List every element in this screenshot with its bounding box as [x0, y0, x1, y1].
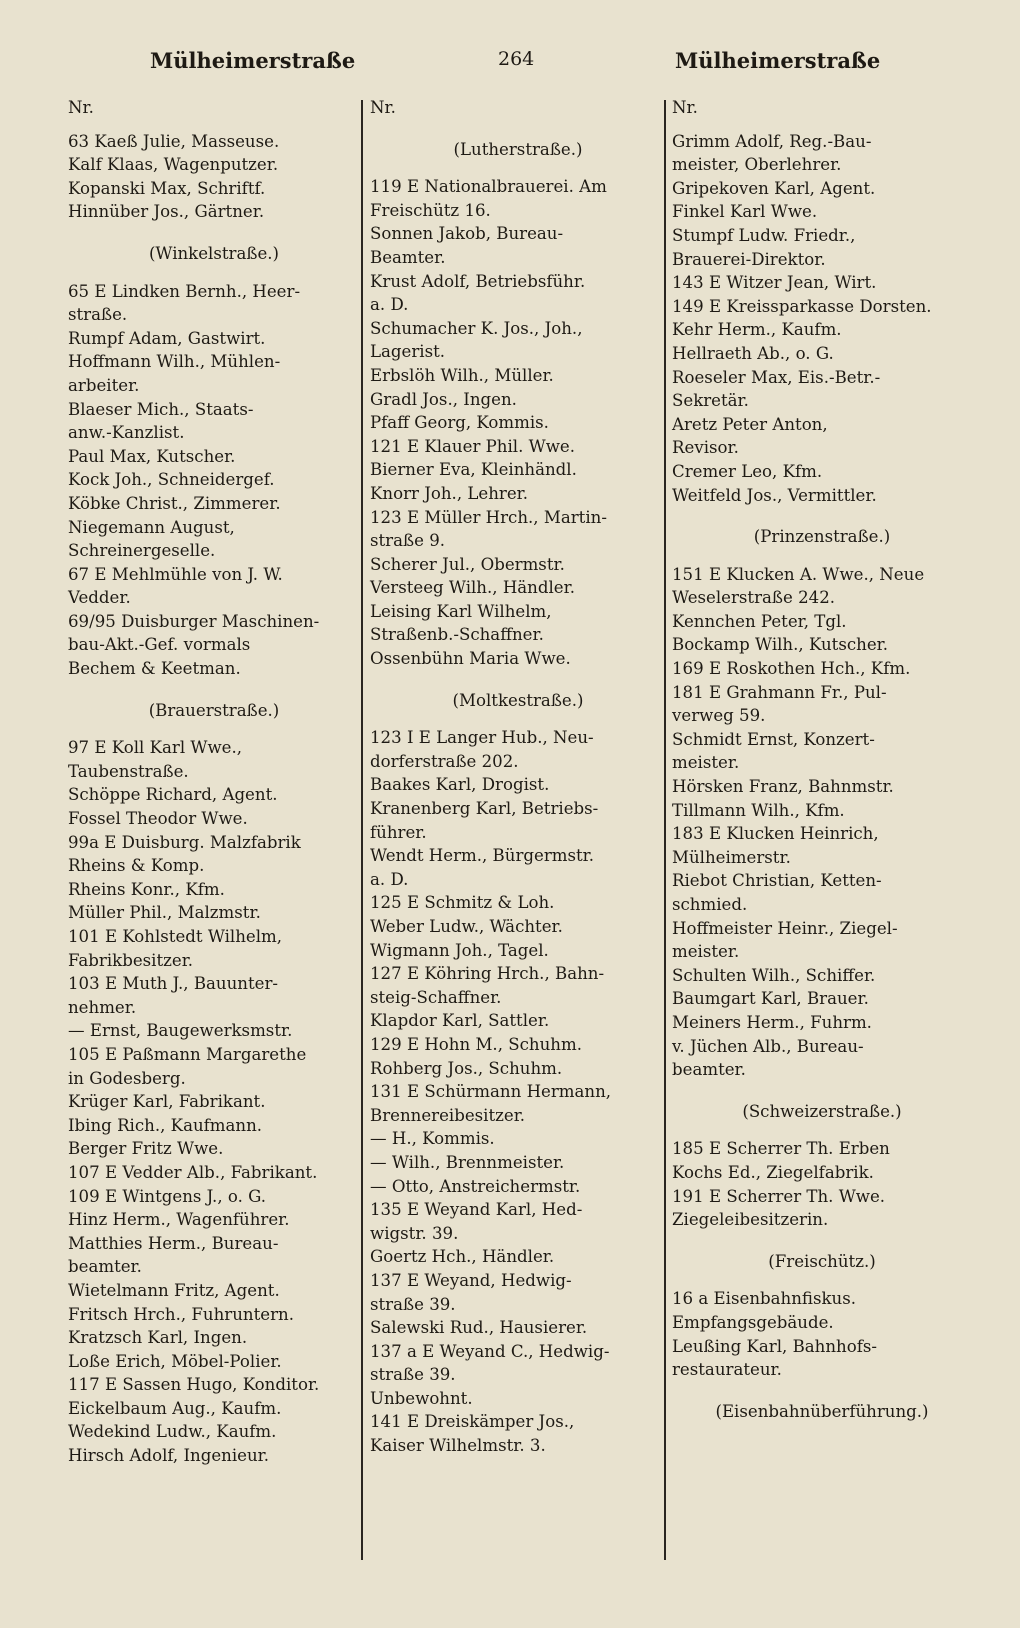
entry-line: restaurateur. [672, 1360, 782, 1380]
entry-line: Niegemann August, [68, 517, 235, 537]
entry-line: Kennchen Peter, Tgl. [672, 611, 847, 631]
entry-line: 181 E Grahmann Fr., Pul- [672, 682, 887, 702]
page-number: 264 [498, 48, 535, 70]
street-heading: (Freischütz.) [768, 1251, 876, 1271]
entry-line: Roeseler Max, Eis.-Betr.- [672, 367, 881, 387]
entry-line: Bierner Eva, Kleinhändl. [370, 460, 577, 480]
entry-line: Scherer Jul., Obermstr. [370, 554, 565, 574]
entry-line: steig-Schaffner. [370, 987, 502, 1007]
entry-line: meister. [672, 753, 740, 773]
entry-line: Baumgart Karl, Brauer. [672, 989, 869, 1009]
entry-line: Hoffmeister Heinr., Ziegel- [672, 918, 898, 938]
entry-line: Rumpf Adam, Gastwirt. [68, 328, 266, 348]
entry-line: Sonnen Jakob, Bureau- [370, 224, 564, 244]
entry-line: Weselerstraße 242. [672, 588, 836, 608]
entry-line: Vedder. [68, 588, 131, 608]
entry-line: Gradl Jos., Ingen. [370, 389, 517, 409]
entry-line: Hinz Herm., Wagenführer. [68, 1210, 290, 1230]
entry-line: Weber Ludw., Wächter. [370, 917, 563, 936]
entry-line: Schöppe Richard, Agent. [68, 785, 278, 805]
street-heading: (Moltkestraße.) [452, 690, 584, 710]
entry-line: 63 Kaeß Julie, Masseuse. [68, 131, 280, 151]
entry-line: Aretz Peter Anton, [672, 414, 828, 434]
entry-line: Gripekoven Karl, Agent. [672, 178, 876, 198]
entry-line: — Otto, Anstreichermstr. [370, 1176, 581, 1196]
entry-line: straße. [68, 305, 128, 325]
entry-line: straße 39. [370, 1294, 456, 1314]
entry-line: Rheins & Komp. [68, 856, 205, 876]
entry-line: 107 E Vedder Alb., Fabrikant. [68, 1162, 318, 1182]
entry-line: Köbke Christ., Zimmerer. [68, 493, 281, 513]
street-heading: (Winkelstraße.) [148, 243, 280, 263]
entry-line: Kock Joh., Schneidergef. [68, 470, 275, 490]
entry-line: 127 E Köhring Hrch., Bahn- [370, 964, 605, 984]
entry-line: 123 E Müller Hrch., Martin- [370, 507, 607, 527]
entry-line: beamter. [68, 1257, 142, 1277]
entry-line: Erbslöh Wilh., Müller. [370, 365, 554, 385]
entry-line: verweg 59. [672, 706, 766, 726]
entry-line: Wigmann Joh., Tagel. [370, 940, 549, 960]
entry-line: Hinnüber Jos., Gärtner. [68, 202, 265, 222]
entry-line: Bockamp Wilh., Kutscher. [672, 635, 889, 655]
entry-line: 121 E Klauer Phil. Wwe. [370, 436, 576, 456]
entry-line: 105 E Paßmann Margarethe [68, 1044, 307, 1064]
entry-line: Ossenbühn Maria Wwe. [370, 649, 571, 669]
entry-line: Revisor. [672, 438, 739, 458]
entry-line: 103 E Muth J., Bauunter- [68, 974, 279, 994]
entry-line: Hirsch Adolf, Ingenieur. [68, 1446, 270, 1466]
entry-line: Stumpf Ludw. Friedr., [672, 225, 856, 245]
entry-line: wigstr. 39. [370, 1223, 459, 1243]
entry-line: 117 E Sassen Hugo, Konditor. [68, 1375, 320, 1395]
entry-line: Versteeg Wilh., Händler. [370, 578, 576, 598]
column-1 [68, 96, 360, 1468]
entry-line: Matthies Herm., Bureau- [68, 1233, 279, 1253]
entry-line: beamter. [672, 1060, 746, 1080]
entry-line: 123 I E Langer Hub., Neu- [370, 728, 594, 748]
entry-line: 143 E Witzer Jean, Wirt. [672, 273, 877, 293]
entry-line: 69/95 Duisburger Maschinen- [68, 611, 320, 631]
entry-line: Loße Erich, Möbel-Polier. [68, 1351, 282, 1371]
entry-line: Kranenberg Karl, Betriebs- [370, 799, 599, 819]
entry-line: Berger Fritz Wwe. [68, 1139, 224, 1159]
entry-line: Rheins Konr., Kfm. [68, 879, 225, 899]
entry-line: dorferstraße 202. [370, 751, 519, 771]
entry-line: 183 E Klucken Heinrich, [672, 824, 879, 844]
entry-line: Müller Phil., Malzmstr. [68, 903, 261, 923]
nr-label: Nr. [68, 98, 94, 117]
entry-line: Fabrikbesitzer. [68, 950, 194, 970]
entry-line: a. D. [370, 295, 409, 315]
entry-line: Krüger Karl, Fabrikant. [68, 1092, 266, 1112]
entry-line: 67 E Mehlmühle von J. W. [68, 564, 283, 584]
entry-line: Knorr Joh., Lehrer. [370, 483, 529, 503]
page-header [0, 48, 1020, 82]
entry-line: Hellraeth Ab., o. G. [672, 343, 834, 363]
entry-line: Schulten Wilh., Schiffer. [672, 965, 876, 985]
entry-line: Kalf Klaas, Wagenputzer. [68, 155, 279, 175]
entry-line: Schmidt Ernst, Konzert- [672, 729, 875, 749]
entry-line: meister. [672, 942, 740, 962]
entry-line: Hoffmann Wilh., Mühlen- [68, 352, 281, 372]
entry-line: Leising Karl Wilhelm, [370, 601, 552, 621]
entry-line: Ziegeleibesitzerin. [672, 1210, 829, 1230]
entry-line: Schumacher K. Jos., Joh., [370, 318, 583, 338]
entry-block [68, 736, 360, 1467]
entry-line: 129 E Hohn M., Schuhm. [370, 1034, 582, 1054]
entry-line: 125 E Schmitz & Loh. [370, 893, 555, 913]
entry-block [672, 1287, 972, 1381]
entry-line: Kratzsch Karl, Ingen. [68, 1328, 248, 1348]
entry-line: Kochs Ed., Ziegelfabrik. [672, 1162, 874, 1182]
street-heading: (Prinzenstraße.) [753, 527, 891, 547]
entry-block [672, 1137, 972, 1231]
entry-line: Freischütz 16. [370, 200, 491, 220]
entry-block [672, 563, 972, 1082]
column-3 [672, 96, 972, 1437]
column-divider [361, 100, 363, 1560]
entry-line: Lagerist. [370, 342, 446, 362]
entry-block [370, 175, 666, 670]
entry-line: Kopanski Max, Schriftf. [68, 178, 266, 198]
entry-line: Bechem & Keetman. [68, 659, 241, 679]
entry-line: — Wilh., Brennmeister. [370, 1152, 565, 1172]
entry-line: v. Jüchen Alb., Bureau- [672, 1036, 864, 1056]
entry-line: Rohberg Jos., Schuhm. [370, 1058, 563, 1078]
entry-block [68, 130, 360, 224]
entry-line: Fritsch Hrch., Fuhruntern. [68, 1304, 294, 1324]
entry-line: — H., Kommis. [370, 1129, 495, 1149]
entry-line: Empfangsgebäude. [672, 1312, 834, 1332]
entry-line: Eickelbaum Aug., Kaufm. [68, 1398, 282, 1418]
entry-line: 151 E Klucken A. Wwe., Neue [672, 564, 925, 584]
entry-line: Goertz Hch., Händler. [370, 1247, 555, 1267]
entry-line: Sekretär. [672, 391, 749, 411]
entry-line: schmied. [672, 895, 748, 914]
entry-line: Wendt Herm., Bürgermstr. [370, 846, 595, 866]
entry-line: Unbewohnt. [370, 1388, 473, 1408]
entry-line: bau-Akt.-Gef. vormals [68, 635, 251, 655]
entry-line: Hörsken Franz, Bahnmstr. [672, 777, 894, 797]
entry-line: Beamter. [370, 247, 446, 267]
entry-line: Kehr Herm., Kaufm. [672, 320, 842, 340]
entry-line: Meiners Herm., Fuhrm. [672, 1012, 872, 1032]
nr-label: Nr. [672, 98, 698, 117]
entry-line: Taubenstraße. [68, 761, 189, 781]
entry-line: 16 a Eisenbahnfiskus. [672, 1289, 857, 1309]
entry-line: Schreinergeselle. [68, 541, 216, 561]
entry-line: Wietelmann Fritz, Agent. [68, 1280, 280, 1300]
entry-line: arbeiter. [68, 375, 140, 395]
entry-line: meister, Oberlehrer. [672, 155, 842, 175]
entry-line: — Ernst, Baugewerksmstr. [68, 1021, 293, 1041]
entry-line: Baakes Karl, Drogist. [370, 775, 550, 795]
entry-line: 131 E Schürmann Hermann, [370, 1082, 612, 1102]
entry-line: 109 E Wintgens J., o. G. [68, 1186, 267, 1206]
entry-line: Grimm Adolf, Reg.-Bau- [672, 131, 872, 151]
entry-line: Tillmann Wilh., Kfm. [672, 800, 845, 820]
entry-line: Straßenb.-Schaffner. [370, 625, 544, 645]
entry-line: Wedekind Ludw., Kaufm. [68, 1422, 277, 1442]
running-title-right: Mülheimerstraße [675, 48, 881, 73]
entry-block [68, 280, 360, 681]
entry-line: 65 E Lindken Bernh., Heer- [68, 281, 301, 301]
nr-label: Nr. [370, 98, 396, 117]
entry-line: 141 E Dreiskämper Jos., [370, 1412, 575, 1432]
entry-line: Finkel Karl Wwe. [672, 202, 818, 222]
entry-line: 185 E Scherrer Th. Erben [672, 1139, 890, 1159]
entry-line: führer. [370, 822, 427, 842]
street-heading: (Eisenbahnüberführung.) [715, 1401, 929, 1421]
street-heading: (Lutherstraße.) [453, 139, 583, 159]
entry-line: a. D. [370, 869, 409, 889]
running-title-left: Mülheimerstraße [150, 48, 356, 73]
entry-line: 149 E Kreissparkasse Dorsten. [672, 296, 932, 316]
entry-line: Fossel Theodor Wwe. [68, 809, 248, 829]
entry-line: 99a E Duisburg. Malzfabrik [68, 832, 301, 852]
entry-line: 137 E Weyand, Hedwig- [370, 1270, 572, 1290]
entry-line: 101 E Kohlstedt Wilhelm, [68, 927, 283, 946]
entry-line: 169 E Roskothen Hch., Kfm. [672, 659, 911, 679]
column-2 [370, 96, 666, 1458]
entry-block [672, 130, 972, 508]
entry-line: 191 E Scherrer Th. Wwe. [672, 1186, 886, 1206]
entry-line: 135 E Weyand Karl, Hed- [370, 1200, 583, 1220]
entry-line: Kaiser Wilhelmstr. 3. [370, 1436, 546, 1456]
entry-line: Weitfeld Jos., Vermittler. [672, 485, 877, 505]
entry-line: nehmer. [68, 997, 137, 1017]
entry-line: Mülheimerstr. [672, 847, 791, 867]
entry-line: Krust Adolf, Betriebsführ. [370, 271, 586, 291]
entry-line: anw.-Kanzlist. [68, 423, 185, 443]
street-heading: (Schweizerstraße.) [742, 1101, 902, 1121]
entry-line: Blaeser Mich., Staats- [68, 399, 254, 419]
entry-line: Ibing Rich., Kaufmann. [68, 1115, 263, 1135]
entry-line: Pfaff Georg, Kommis. [370, 413, 549, 433]
entry-line: Cremer Leo, Kfm. [672, 461, 823, 481]
entry-line: straße 9. [370, 531, 446, 551]
entry-line: 119 E Nationalbrauerei. Am [370, 177, 607, 197]
entry-line: 137 a E Weyand C., Hedwig- [370, 1341, 610, 1361]
entry-line: Brauerei-Direktor. [672, 249, 826, 269]
entry-line: 97 E Koll Karl Wwe., [68, 738, 243, 758]
entry-line: straße 39. [370, 1365, 456, 1385]
entry-line: Salewski Rud., Hausierer. [370, 1318, 588, 1338]
entry-line: in Godesberg. [68, 1068, 186, 1088]
entry-line: Paul Max, Kutscher. [68, 446, 236, 466]
entry-line: Brennereibesitzer. [370, 1105, 526, 1125]
entry-line: Klapdor Karl, Sattler. [370, 1011, 550, 1031]
entry-block [370, 726, 666, 1457]
street-heading: (Brauerstraße.) [148, 700, 280, 720]
entry-line: Riebot Christian, Ketten- [672, 871, 882, 891]
entry-line: Leußing Karl, Bahnhofs- [672, 1336, 877, 1356]
